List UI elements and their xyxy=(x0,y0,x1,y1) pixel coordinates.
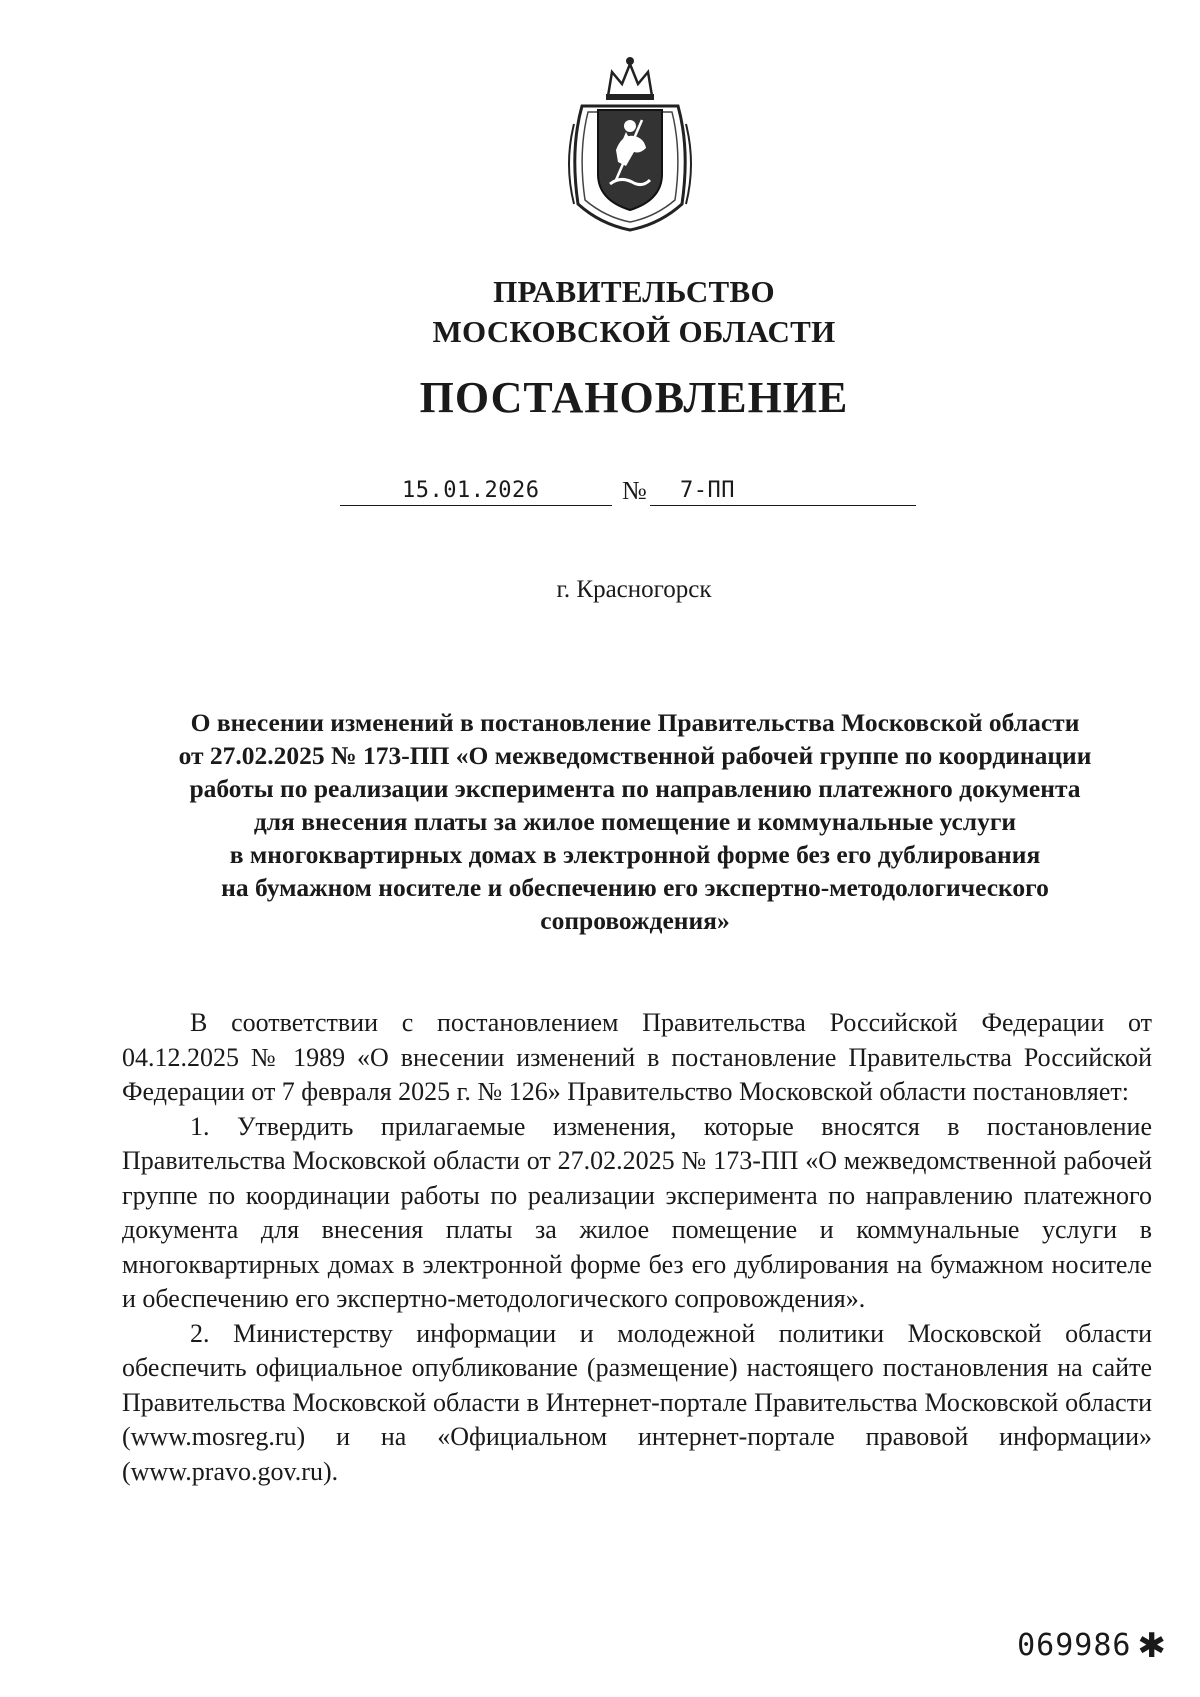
subject-line: О внесении изменений в постановление Правительства Московской области xyxy=(190,708,1080,737)
serial-number xyxy=(1017,1625,1166,1666)
document-number: 7-ПП xyxy=(680,478,735,503)
asterisk-icon: ✱ xyxy=(1137,1625,1166,1666)
item-1-paragraph: 1. Утвердить прилагаемые изменения, которые вносятся в постановление Правительства Московской области от 27.02.2025 № 173-ПП «О межведомственной рабочей группе по координации работы по реализации эксперимента по направлению платежного документа для внесения платы за жилое помещение и коммунальные услуги в многоквартирных домах в электронной форме без его дублирования на бумажном носителе и обеспечению его экспертно-методологического сопровождения». xyxy=(122,1111,1152,1313)
organization-title-line-1: ПРАВИТЕЛЬСТВО xyxy=(493,274,775,309)
document-subject xyxy=(120,706,1150,937)
number-sign: № xyxy=(622,476,647,505)
organization-title xyxy=(0,272,1200,352)
preamble-paragraph: В соответствии с постановлением Правительства Российской Федерации от 04.12.2025 № 1989 «О внесении изменений в постановление Правительства Российской Федерации от 7 февраля 2025 г. № 126» Правительство Московской области постановляет: xyxy=(122,1008,1152,1106)
subject-line: для внесения платы за жилое помещение и коммунальные услуги xyxy=(253,807,1017,836)
item-2-paragraph: 2. Министерству информации и молодежной политики Московской области обеспечить официальное опубликование (размещение) настоящего постановления на сайте Правительства Московской области в Интернет-портале Правительства Московской области (www.mosreg.ru) и на «Официальном интернет-портале правовой информации» (www.pravo.gov.ru). xyxy=(122,1318,1152,1486)
document-date: 15.01.2026 xyxy=(402,478,540,503)
subject-line: сопровождения» xyxy=(540,906,730,935)
subject-line: работы по реализации эксперимента по направлению платежного документа xyxy=(189,774,1081,803)
subject-line: в многоквартирных домах в электронной форме без его дублирования xyxy=(229,840,1041,869)
subject-line: на бумажном носителе и обеспечению его экспертно-методологического xyxy=(221,873,1049,902)
date-field xyxy=(340,478,612,506)
coat-of-arms-icon xyxy=(560,54,700,234)
document-body xyxy=(122,1006,1152,1489)
number-field xyxy=(650,478,916,506)
document-type: ПОСТАНОВЛЕНИЕ xyxy=(419,373,849,422)
serial-code: 069986 xyxy=(1017,1628,1132,1663)
organization-title-line-2: МОСКОВСКОЙ ОБЛАСТИ xyxy=(432,314,836,349)
city-name: г. Красногорск xyxy=(556,576,712,603)
subject-line: от 27.02.2025 № 173-ПП «О межведомственной рабочей группе по координации xyxy=(178,741,1092,770)
